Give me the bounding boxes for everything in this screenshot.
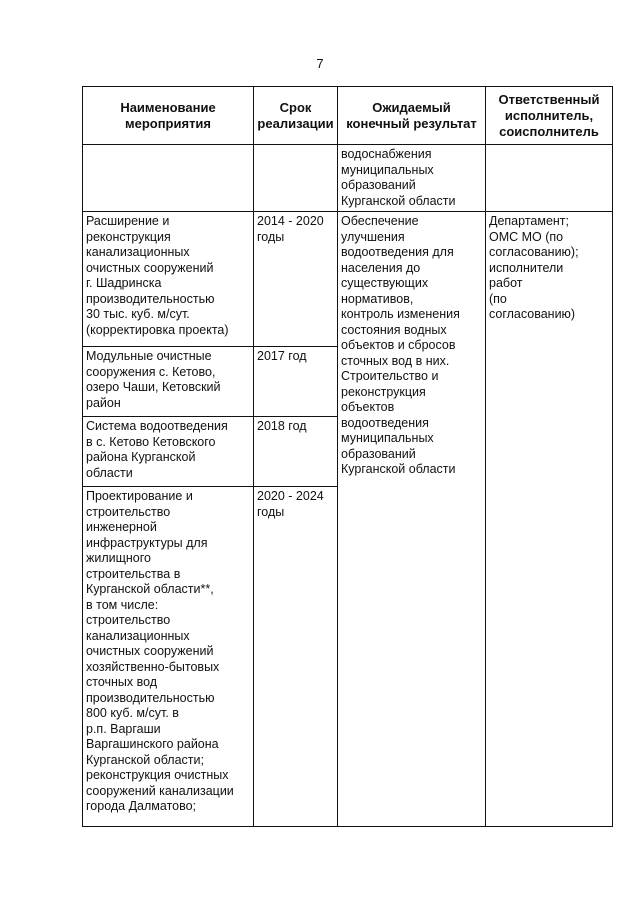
- cell-responsible: [486, 145, 613, 212]
- measures-table: [82, 86, 613, 827]
- cell-term: 2020 - 2024 годы: [254, 487, 338, 827]
- cell-responsible-shared: Департамент; ОМС МО (по согласованию); исполнители работ (по согласованию): [486, 212, 613, 827]
- cell-name: [83, 145, 254, 212]
- header-name: Наименование мероприятия: [83, 87, 254, 145]
- header-term: Срок реализации: [254, 87, 338, 145]
- cell-result: водоснабжения муниципальных образований Курганской области: [338, 145, 486, 212]
- cell-term: [254, 145, 338, 212]
- page-number: 7: [316, 56, 324, 71]
- cell-term: 2014 - 2020 годы: [254, 212, 338, 347]
- table-row: [83, 145, 613, 212]
- cell-name: Проектирование и строительство инженерной инфраструктуры для жилищного строительства в Курганской области**, в том числе: строительство канализационных очистных сооружений хозяйственно-бытовых сточных вод производительностью 800 куб. м/сут. в р.п. Варгаши Варгашинского района Курганской области; реконструкция очистных сооружений канализации города Далматово;: [83, 487, 254, 827]
- cell-name: Модульные очистные сооружения с. Кетово, озеро Чаши, Кетовский район: [83, 347, 254, 417]
- cell-term: 2018 год: [254, 417, 338, 487]
- table-row: [83, 212, 613, 347]
- cell-result-shared: Обеспечение улучшения водоотведения для населения до существующих нормативов, контроль изменения состояния водных объектов и сбросов сточных вод в них. Строительство и реконструкция объектов водоотведения муниципальных образований Курганской области: [338, 212, 486, 827]
- header-result: Ожидаемый конечный результат: [338, 87, 486, 145]
- header-row: [83, 87, 613, 145]
- cell-name: Расширение и реконструкция канализационных очистных сооружений г. Шадринска производительностью 30 тыс. куб. м/сут. (корректировка проекта): [83, 212, 254, 347]
- header-responsible: Ответственный исполнитель, соисполнитель: [486, 87, 613, 145]
- cell-name: Система водоотведения в с. Кетово Кетовского района Курганской области: [83, 417, 254, 487]
- cell-term: 2017 год: [254, 347, 338, 417]
